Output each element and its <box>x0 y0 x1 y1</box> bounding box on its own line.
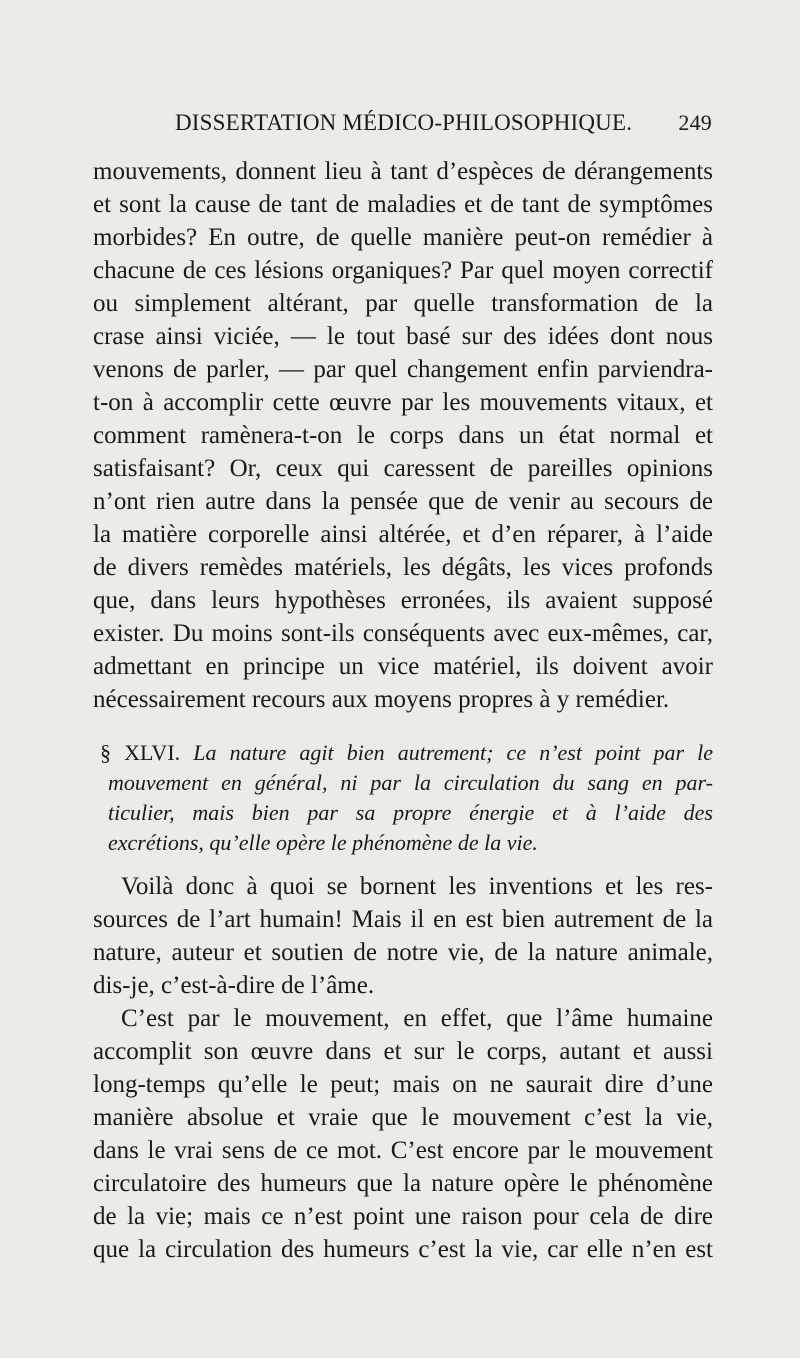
text-line: venons de parler, — par quel changement enfin parviendra- <box>93 356 713 383</box>
text-line: crase ainsi viciée, — le tout basé sur des idées dont nous <box>93 323 713 350</box>
section-number: § XLVI. <box>100 740 181 765</box>
text-line: nature, auteur et soutien de notre vie, de la nature animale, <box>93 939 713 966</box>
section-text: mouvement en général, ni par la circulation du sang en par- <box>108 770 713 795</box>
running-title: DISSERTATION MÉDICO-PHILOSOPHIQUE. <box>175 110 633 135</box>
text-line: la matière corporelle ainsi altérée, et d’en réparer, à l’aide <box>93 521 713 548</box>
text-line: morbides? En outre, de quelle manière peut-on remédier à <box>93 224 713 251</box>
text-line: nécessairement recours aux moyens propres à y remédier. <box>93 686 670 713</box>
text-line: long-temps qu’elle le peut; mais on ne saurait dire d’une <box>93 1071 713 1098</box>
section-summary <box>100 738 713 858</box>
text-line: admettant en principe un vice matériel, ils doivent avoir <box>93 653 713 680</box>
paragraph-3 <box>93 1002 713 1266</box>
text-line: de la vie; mais ce n’est point une raison pour cela de dire <box>93 1203 713 1230</box>
text-line: satisfaisant? Or, ceux qui caressent de pareilles opinions <box>93 455 713 482</box>
text-line: sources de l’art humain! Mais il en est bien autrement de la <box>93 906 713 933</box>
text-line: ou simplement altérant, par quelle transformation de la <box>93 290 713 317</box>
text-line: que, dans leurs hypothèses erronées, ils avaient supposé <box>93 587 713 614</box>
text-line: accomplit son œuvre dans et sur le corps, autant et aussi <box>93 1038 713 1065</box>
paragraph-2 <box>93 870 713 1002</box>
page-number: 249 <box>678 110 712 135</box>
text-line: circulatoire des humeurs que la nature opère le phénomène <box>93 1170 713 1197</box>
text-line: dans le vrai sens de ce mot. C’est encore par le mouvement <box>93 1137 713 1164</box>
section-text: ticulier, mais bien par sa propre énergie et à l’aide des <box>108 800 713 825</box>
text-line: mouvements, donnent lieu à tant d’espèces de dérangements <box>93 158 713 185</box>
text-line: comment ramènera-t-on le corps dans un état normal et <box>93 422 713 449</box>
text-line: et sont la cause de tant de maladies et de tant de symptômes <box>93 191 713 218</box>
running-header <box>175 110 712 140</box>
text-line: n’ont rien autre dans la pensée que de venir au secours de <box>93 488 713 515</box>
text-line: que la circulation des humeurs c’est la vie, car elle n’en est <box>93 1236 713 1263</box>
text-line: de divers remèdes matériels, les dégâts, les vices profonds <box>93 554 713 581</box>
text-line: exister. Du moins sont-ils conséquents avec eux-mêmes, car, <box>93 620 713 647</box>
text-line: Voilà donc à quoi se bornent les inventions et les res- <box>121 873 713 900</box>
text-line: t-on à accomplir cette œuvre par les mouvements vitaux, et <box>93 389 713 416</box>
paragraph-1 <box>93 155 713 716</box>
section-first-line <box>100 738 713 768</box>
text-line: C’est par le mouvement, en effet, que l’âme humaine <box>121 1005 713 1032</box>
section-text: excrétions, qu’elle opère le phénomène de la vie. <box>108 830 538 855</box>
section-text: La nature agit bien autrement; ce n’est point par le <box>193 740 713 765</box>
text-line: manière absolue et vraie que le mouvement c’est la vie, <box>93 1104 713 1131</box>
text-line: dis-je, c’est-à-dire de l’âme. <box>93 972 375 999</box>
text-line: chacune de ces lésions organiques? Par quel moyen correctif <box>93 257 713 284</box>
